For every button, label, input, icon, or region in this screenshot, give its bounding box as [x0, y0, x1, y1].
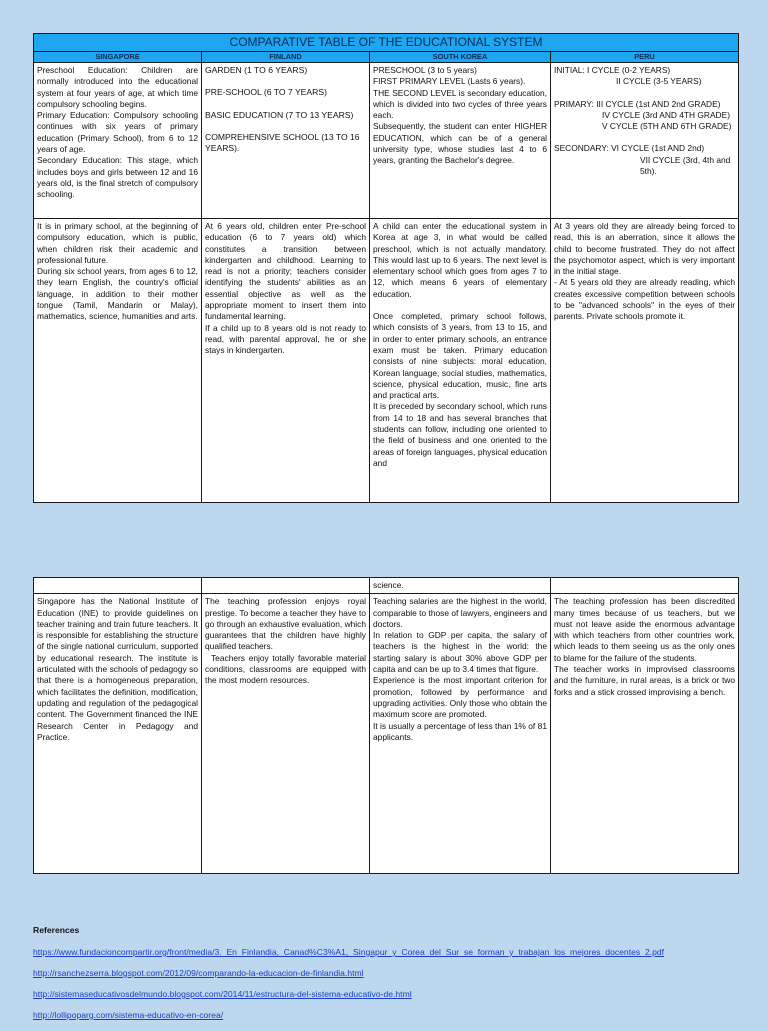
- header-peru: PERU: [551, 52, 739, 63]
- text-paragraph: FIRST PRIMARY LEVEL (Lasts 6 years).: [373, 76, 526, 87]
- cell-peru-teachers: [551, 594, 739, 874]
- text-paragraph: SECONDARY: VI CYCLE (1st AND 2nd): [554, 143, 705, 154]
- text-paragraph: At 6 years old, children enter Pre-school education (6 to 7 years old) which constitutes a transition between kindergarten and childhood. Learning to read is not a priority; teachers consider identifying the students' abilities as an essential objective as well as the appropriate moment to insert them into fundamental learning.: [205, 221, 366, 322]
- cell-singapore-teachers: [34, 594, 202, 874]
- text-paragraph: COMPREHENSIVE SCHOOL (13 TO 16 YEARS).: [205, 131, 360, 154]
- text-paragraph: INITIAL: I CYCLE (0-2 YEARS): [554, 65, 671, 75]
- header-south-korea: SOUTH KOREA: [370, 52, 551, 63]
- text-paragraph: A child can enter the educational system in Korea at age 3, in what would be called preschool, which is not actually mandatory. This would last up to 6 years. The next level is elementary school which goes from ages 7 to 12, which means 6 years of elementary education.: [373, 221, 547, 299]
- text-paragraph: Preschool Education: Children are normally introduced into the educational system at four years of age, at which time compulsory schooling begins.: [37, 65, 198, 109]
- text-paragraph: II CYCLE (3-5 YEARS): [616, 76, 702, 87]
- text-paragraph: VII CYCLE (3rd, 4th and 5th).: [640, 154, 731, 177]
- text-paragraph: Teachers enjoy totally favorable material conditions, classrooms are equipped with the most modern resources.: [205, 652, 366, 686]
- cell-peru-levels: [551, 63, 739, 219]
- text-paragraph: PRE-SCHOOL (6 TO 7 YEARS): [205, 87, 327, 98]
- cell-finland-levels: [202, 63, 370, 219]
- text-paragraph: Secondary Education: This stage, which includes boys and girls between 12 and 16 years old, is the final stretch of compulsory schooling.: [37, 155, 198, 200]
- comparison-table-continued: [33, 577, 739, 874]
- text-paragraph: GARDEN (1 TO 6 YEARS): [205, 65, 308, 75]
- references-title: References: [33, 925, 80, 935]
- empty-cell: [551, 578, 739, 594]
- cell-peru-primary: [551, 219, 739, 503]
- text-paragraph: The teaching profession enjoys royal prestige. To become a teacher they have to go through an exhaustive evaluation, which guarantees that the children have highly qualified teachers.: [205, 596, 366, 652]
- text-paragraph: V CYCLE (5TH AND 6TH GRADE): [602, 121, 732, 132]
- reference-link[interactable]: https://www.fundacioncompartir.org/front/media/3._En_Finlandia,_Canad%C3%A1,_Singapur_y_Corea_del_Sur_se_forman_y_trabajan_los_mejores_docentes_2.pdf: [33, 947, 665, 957]
- reference-link[interactable]: http://sistemaseducativosdelmundo.blogspot.com/2014/11/estructura-del-sistema-educativo-de.html: [33, 989, 412, 999]
- cell-singapore-primary: [34, 219, 202, 503]
- text-paragraph: Singapore has the National Institute of Education (INE) to provide guidelines on teacher training and train future teachers. It is responsible for establishing the structure of the single national curriculum, supported by educational research. The institute is articulated with the schools of pedagogy so that there is a homogeneous preparation, which facilitates the definition, modification, updating and regulation of the pedagogical content. The Government financed the INE Research Center in Pedagogy and Practice.: [37, 596, 198, 742]
- text-paragraph: Once completed, primary school follows, which consists of 3 years, from 13 to 15, and in order to enter primary schools, an entrance exam must be taken. Primary education consists of nine subjects: moral education, Korean language, social studies, mathematics, science, physical education, music, fine arts and practical arts.: [373, 311, 547, 401]
- references-section: [33, 925, 753, 1031]
- cell-korea-levels: [370, 63, 551, 219]
- cell-singapore-levels: [34, 63, 202, 219]
- text-paragraph: Primary Education: Compulsory schooling continues with six years of primary education (Primary School), from 6 to 12 years of age.: [37, 110, 198, 155]
- comparison-table: [33, 33, 739, 503]
- text-paragraph: Experience is the most important criterion for promotion, followed by performance and upgrading activities. Only those who obtain the maximum score are promoted.: [373, 675, 547, 720]
- empty-cell: [202, 578, 370, 594]
- text-paragraph: BASIC EDUCATION (7 TO 13 YEARS): [205, 109, 354, 120]
- table-title: COMPARATIVE TABLE OF THE EDUCATIONAL SYSTEM: [34, 34, 739, 52]
- text-paragraph: PRIMARY: III CYCLE (1st AND 2nd GRADE): [554, 98, 721, 109]
- cell-korea-continued: science.: [370, 578, 551, 594]
- text-paragraph: Subsequently, the student can enter HIGHER EDUCATION, which can be of a general university type, whose studies last 4 to 6 years, granting the Bachelor's degree.: [373, 121, 547, 166]
- header-finland: FINLAND: [202, 52, 370, 63]
- text-paragraph: It is in primary school, at the beginning of compulsory education, which is public, when children risk their academic and professional future.: [37, 221, 198, 265]
- cell-finland-teachers: [202, 594, 370, 874]
- text-paragraph: The teaching profession has been discredited many times because of us teachers, but we must not leave aside the enormous advantage with which teachers from other countries work, which leads to them seeing us as the only ones to blame for the failure of the students.: [554, 596, 735, 663]
- text-paragraph: - At 5 years old they are already reading, which creates excessive competition between schools to be "advanced schools" in the eyes of their parents. Private schools promote it.: [554, 277, 736, 322]
- text-paragraph: It is preceded by secondary school, which runs from 14 to 18 and has several branches that students can follow, including one oriented to the field of business and one oriented to the areas of foreign languages, physical education and: [373, 401, 547, 468]
- text-paragraph: If a child up to 8 years old is not ready to read, with parental approval, he or she stays in kindergarten.: [205, 322, 366, 356]
- text-paragraph: Teaching salaries are the highest in the world, comparable to those of lawyers, engineers and doctors.: [373, 596, 547, 629]
- empty-cell: [34, 578, 202, 594]
- cell-korea-primary: [370, 219, 551, 503]
- reference-link[interactable]: http://lollipoparg.com/sistema-educativo-en-corea/: [33, 1010, 224, 1020]
- header-singapore: SINGAPORE: [34, 52, 202, 63]
- text-paragraph: The teacher works in improvised classrooms and the furniture, in rural areas, is a brick or two forks and a stick crossed improvising a bench.: [554, 664, 735, 697]
- cell-finland-primary: [202, 219, 370, 503]
- text-paragraph: At 3 years old they are already being forced to read, this is an aberration, since it allows the child to become frustrated. They do not affect the psychomotor aspect, which is very important in the initial stage.: [554, 221, 736, 277]
- text-paragraph: IV CYCLE (3rd AND 4TH GRADE): [602, 109, 730, 120]
- cell-korea-teachers: [370, 594, 551, 874]
- text-paragraph: THE SECOND LEVEL is secondary education, which is divided into two cycles of three years each.: [373, 87, 547, 121]
- reference-link[interactable]: http://rsanchezserra.blogspot.com/2012/09/comparando-la-educacion-de-finlandia.html: [33, 968, 364, 978]
- text-paragraph: PRESCHOOL (3 to 5 years): [373, 65, 477, 75]
- text-paragraph: It is usually a percentage of less than 1% of 81 applicants.: [373, 720, 547, 742]
- text-paragraph: During six school years, from ages 6 to 12, they learn English, the country's official language, in addition to their mother tongue (Tamil, Mandarin or Malay), mathematics, science, humanities and arts.: [37, 266, 198, 322]
- text-paragraph: In relation to GDP per capita, the salary of teachers is the highest in the world: the starting salary is about 30% above GDP per capita and can be up to 3.4 times that figure.: [373, 630, 547, 675]
